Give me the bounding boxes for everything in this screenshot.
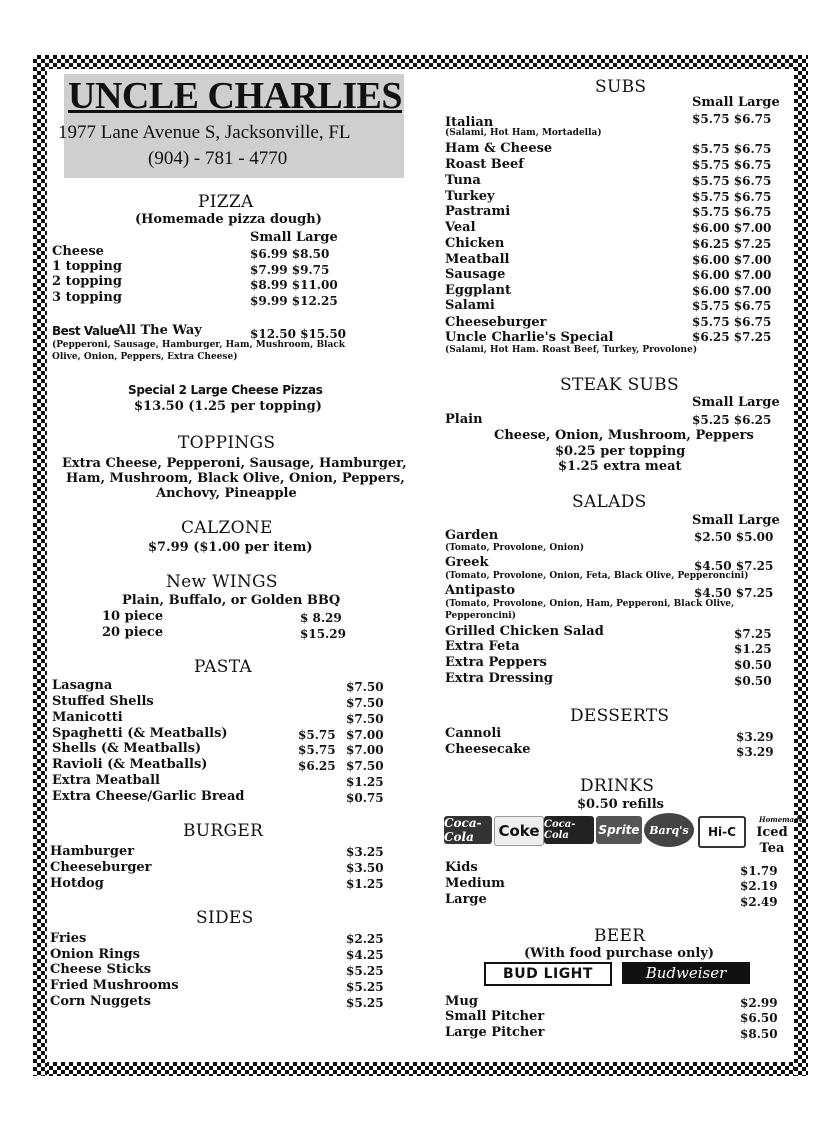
list-item-price: $5.25	[346, 964, 384, 978]
steak-subs-title: STEAK SUBS	[560, 375, 679, 395]
list-item: 3 topping	[52, 290, 122, 305]
salad-antipasto: Antipasto	[445, 583, 515, 598]
list-item-price: $3.29	[736, 745, 774, 759]
list-item: Eggplant	[445, 283, 511, 298]
list-item-price: $2.49	[740, 895, 778, 909]
list-item-price: $5.75 $6.75	[692, 299, 772, 313]
list-item-price: $5.75 $6.75	[692, 112, 772, 126]
salad-greek-price: $4.50 $7.25	[694, 559, 774, 573]
list-item-price: $6.00 $7.00	[692, 221, 772, 235]
drinks-title: DRINKS	[580, 776, 655, 796]
hi-c-logo: Hi-C	[698, 816, 746, 848]
list-item: Italian	[445, 115, 494, 130]
steak-subs-extra-meat: $1.25 extra meat	[558, 459, 682, 474]
list-item: Extra Feta	[445, 639, 520, 654]
beer-note: (With food purchase only)	[524, 946, 715, 961]
restaurant-address: 1977 Lane Avenue S, Jacksonville, FL	[58, 122, 351, 143]
list-item-price: $9.99 $12.25	[250, 294, 338, 308]
list-item: Medium	[445, 876, 505, 891]
list-item-price: $2.25	[346, 932, 384, 946]
list-item: Shells (& Meatballs)	[52, 741, 202, 756]
list-item: Cheesecake	[445, 742, 531, 757]
budweiser-logo: Budweiser	[622, 962, 750, 984]
salad-greek: Greek	[445, 555, 489, 570]
salads-size-header: Small Large	[692, 513, 780, 528]
calzone-title: CALZONE	[181, 518, 273, 538]
wings-flavors: Plain, Buffalo, or Golden BBQ	[122, 593, 341, 608]
list-item-price: $6.99 $8.50	[250, 247, 330, 261]
list-item: Chicken	[445, 236, 505, 251]
steak-subs-options: Cheese, Onion, Mushroom, Peppers	[494, 428, 754, 443]
list-item: Ham & Cheese	[445, 141, 553, 156]
list-item-price: $6.00 $7.00	[692, 268, 772, 282]
list-item-price: $ 8.29	[300, 611, 342, 625]
list-item: Cheese Sticks	[50, 962, 152, 977]
steak-subs-per-topping: $0.25 per topping	[555, 444, 686, 459]
list-item: Lasagna	[52, 678, 113, 693]
list-item: 10 piece	[102, 609, 164, 624]
list-item: Extra Dressing	[445, 671, 553, 686]
list-item-price: $3.50	[346, 861, 384, 875]
checker-border-left	[33, 55, 47, 1076]
list-item-price: $2.99	[740, 996, 778, 1010]
salad-antipasto-desc-line1: (Tomato, Provolone, Onion, Ham, Pepperoni, Black Olive,	[445, 599, 735, 609]
coke-logo: Coke	[494, 816, 544, 846]
best-value-desc-line2: Olive, Onion, Peppers, Extra Cheese)	[52, 352, 238, 362]
list-item-price: $5.25	[346, 996, 384, 1010]
desserts-title: DESSERTS	[570, 706, 670, 726]
list-item: 1 topping	[52, 259, 122, 274]
list-item-price: $1.25	[734, 642, 772, 656]
list-item-price: $3.25	[346, 845, 384, 859]
list-item-price: $1.79	[740, 864, 778, 878]
list-item: Sausage	[445, 267, 506, 282]
list-item-price: $5.25	[346, 980, 384, 994]
list-item-price: $0.50	[734, 658, 772, 672]
list-item: Tuna	[445, 173, 481, 188]
list-item: Small Pitcher	[445, 1009, 545, 1024]
salad-garden: Garden	[445, 528, 499, 543]
toppings-line2: Ham, Mushroom, Black Olive, Onion, Peppers,	[66, 471, 405, 486]
subs-size-header: Small Large	[692, 95, 780, 110]
coca-cola-logo-2: Coca-Cola	[544, 816, 594, 844]
list-item-price: $5.75 $6.75	[692, 142, 772, 156]
sprite-logo: Sprite	[596, 816, 642, 844]
pizza-title: PIZZA	[198, 192, 254, 212]
list-item: Kids	[445, 860, 478, 875]
list-item-price: $1.25	[346, 775, 384, 789]
steak-subs-plain-price: $5.25 $6.25	[692, 413, 772, 427]
list-item-price: $6.25 $7.25	[692, 237, 772, 251]
wings-title: New WINGS	[166, 572, 278, 592]
checker-border-top	[33, 55, 808, 69]
pizza-size-header: Small Large	[250, 230, 338, 245]
list-item: Stuffed Shells	[52, 694, 154, 709]
list-item-price: $7.00	[346, 728, 384, 742]
salad-antipasto-desc-line2: Pepperoncini)	[445, 611, 516, 621]
pizza-subtitle: (Homemade pizza dough)	[135, 212, 322, 227]
list-item-price: $6.00 $7.00	[692, 253, 772, 267]
list-item-price: $5.75 $6.75	[692, 158, 772, 172]
calzone-price: $7.99 ($1.00 per item)	[148, 540, 313, 555]
list-item-price: $1.25	[346, 877, 384, 891]
restaurant-phone: (904) - 781 - 4770	[148, 148, 288, 169]
list-item-price: $8.99 $11.00	[250, 278, 338, 292]
subs-title: SUBS	[595, 77, 647, 97]
homemade-label: Homemade	[759, 815, 804, 824]
list-item-price: $0.75	[346, 791, 384, 805]
list-item-price: $7.99 $9.75	[250, 263, 330, 277]
checker-border-right	[794, 55, 808, 1076]
list-item: Cheeseburger	[445, 315, 547, 330]
list-item: Onion Rings	[50, 947, 140, 962]
pasta-title: PASTA	[194, 657, 252, 677]
list-item: Ravioli (& Meatballs)	[52, 757, 208, 772]
barqs-logo: Barq's	[644, 813, 694, 847]
list-item-price: $7.50	[346, 759, 384, 773]
best-value-desc-line1: (Pepperoni, Sausage, Hamburger, Ham, Mushroom, Black	[52, 340, 346, 350]
subs-special-desc: (Salami, Hot Ham. Roast Beef, Turkey, Provolone)	[445, 345, 698, 355]
best-value-name: All The Way	[116, 323, 202, 338]
list-item: Salami	[445, 298, 495, 313]
list-item: Pastrami	[445, 204, 511, 219]
list-item: Mug	[445, 994, 478, 1009]
beer-title: BEER	[594, 926, 646, 946]
list-item-price-small: $5.75	[298, 728, 336, 742]
list-item-price: $5.75 $6.75	[692, 190, 772, 204]
list-item: Extra Peppers	[445, 655, 547, 670]
sides-title: SIDES	[196, 908, 254, 928]
list-item: 20 piece	[102, 625, 164, 640]
list-item-desc: (Salami, Hot Ham, Mortadella)	[445, 128, 602, 138]
list-item: Large Pitcher	[445, 1025, 545, 1040]
list-item: Fried Mushrooms	[50, 978, 179, 993]
list-item-price: $0.50	[734, 674, 772, 688]
list-item-price: $6.50	[740, 1011, 778, 1025]
salad-antipasto-price: $4.50 $7.25	[694, 586, 774, 600]
pizza-special-line2: $13.50 (1.25 per topping)	[134, 399, 322, 414]
list-item-price: $7.50	[346, 712, 384, 726]
list-item: Cheese	[52, 244, 104, 259]
list-item-price: $6.00 $7.00	[692, 284, 772, 298]
coca-cola-logo: Coca-Cola	[444, 816, 492, 844]
list-item-price: $7.25	[734, 627, 772, 641]
list-item: Turkey	[445, 189, 495, 204]
bud-light-logo: BUD LIGHT	[484, 962, 612, 986]
list-item: Meatball	[445, 252, 510, 267]
list-item-price: $5.75 $6.75	[692, 174, 772, 188]
list-item: Extra Meatball	[52, 773, 160, 788]
list-item: Corn Nuggets	[50, 994, 151, 1009]
list-item-price: $3.29	[736, 730, 774, 744]
burger-title: BURGER	[183, 821, 264, 841]
salad-garden-desc: (Tomato, Provolone, Onion)	[445, 543, 585, 553]
list-item-price-small: $6.25	[298, 759, 336, 773]
drinks-refills: $0.50 refills	[577, 797, 665, 812]
salad-greek-desc: (Tomato, Provolone, Onion, Feta, Black Olive, Pepperoncini)	[445, 571, 749, 581]
best-value-label: Best Value	[52, 324, 119, 338]
list-item-price: $5.75 $6.75	[692, 205, 772, 219]
list-item: Hotdog	[50, 876, 104, 891]
list-item-price: $15.29	[300, 627, 346, 641]
toppings-line3: Anchovy, Pineapple	[156, 486, 297, 501]
list-item: Uncle Charlie's Special	[445, 330, 614, 345]
list-item-price: $6.25 $7.25	[692, 330, 772, 344]
list-item: Hamburger	[50, 844, 135, 859]
checker-border-bottom	[33, 1062, 808, 1076]
list-item-price: $5.75 $6.75	[692, 315, 772, 329]
steak-subs-size-header: Small Large	[692, 395, 780, 410]
iced-tea-label: Iced Tea	[756, 825, 788, 856]
pizza-special-line1: Special 2 Large Cheese Pizzas	[128, 383, 323, 397]
list-item: Cheeseburger	[50, 860, 152, 875]
steak-subs-plain: Plain	[445, 412, 483, 427]
list-item: Fries	[50, 931, 87, 946]
list-item-price: $2.19	[740, 879, 778, 893]
list-item-price: $7.00	[346, 743, 384, 757]
list-item: Large	[445, 892, 487, 907]
list-item-price: $7.50	[346, 696, 384, 710]
salad-garden-price: $2.50 $5.00	[694, 530, 774, 544]
list-item-price: $7.50	[346, 680, 384, 694]
list-item: 2 topping	[52, 274, 122, 289]
toppings-line1: Extra Cheese, Pepperoni, Sausage, Hamburger,	[62, 456, 407, 471]
list-item: Veal	[445, 220, 476, 235]
list-item: Spaghetti (& Meatballs)	[52, 726, 228, 741]
list-item-price-small: $5.75	[298, 743, 336, 757]
list-item: Manicotti	[52, 710, 123, 725]
toppings-title: TOPPINGS	[178, 433, 276, 453]
best-value-price: $12.50 $15.50	[250, 327, 347, 341]
list-item: Grilled Chicken Salad	[445, 624, 604, 639]
list-item-price: $8.50	[740, 1027, 778, 1041]
restaurant-name: UNCLE CHARLIES	[68, 75, 403, 117]
salads-title: SALADS	[572, 492, 647, 512]
list-item: Cannoli	[445, 726, 502, 741]
list-item: Extra Cheese/Garlic Bread	[52, 789, 245, 804]
list-item-price: $4.25	[346, 948, 384, 962]
list-item: Roast Beef	[445, 157, 524, 172]
